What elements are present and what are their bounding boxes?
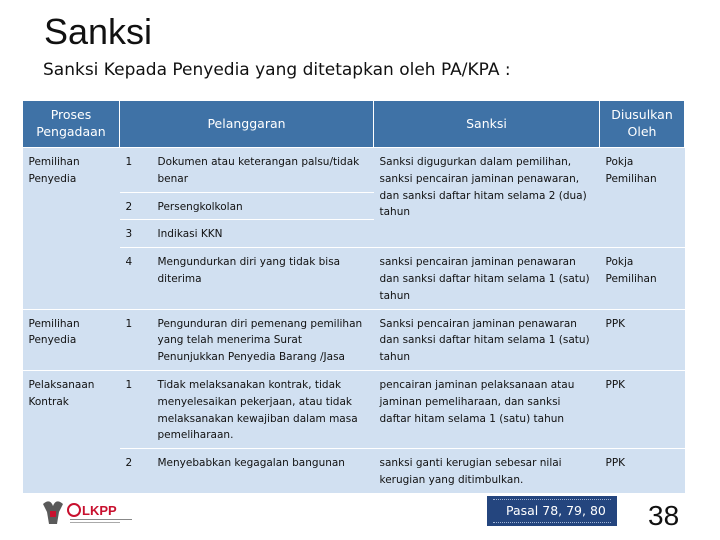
cell-diusulkan: PPK <box>600 449 685 494</box>
cell-proses: Pemilihan Penyedia <box>23 309 120 370</box>
header-proses: Proses Pengadaan <box>23 101 120 148</box>
cell-sanksi: sanksi ganti kerugian sebesar nilai kerugian yang ditimbulkan. <box>374 449 600 494</box>
cell-sanksi: Sanksi digugurkan dalam pemilihan, sanksi pencairan jaminan penawaran, dan sanksi daftar hitam selama 2 (dua) tahun <box>374 148 600 248</box>
cell-pelanggaran: Mengundurkan diri yang tidak bisa diterima <box>152 248 374 309</box>
cell-pelanggaran: Persengkolkolan <box>152 192 374 220</box>
sanksi-table <box>22 100 685 494</box>
table-row <box>23 248 685 309</box>
cell-no: 1 <box>120 148 152 193</box>
table-row <box>23 370 685 448</box>
table-row <box>23 148 685 193</box>
cell-proses: Pemilihan Penyedia <box>23 148 120 310</box>
cell-no: 3 <box>120 220 152 248</box>
cell-pelanggaran: Pengunduran diri pemenang pemilihan yang telah menerima Surat Penunjukkan Penyedia Barang /Jasa <box>152 309 374 370</box>
cell-pelanggaran: Menyebabkan kegagalan bangunan <box>152 449 374 494</box>
pasal-reference-box <box>487 496 617 526</box>
cell-diusulkan: PPK <box>600 309 685 370</box>
cell-no: 1 <box>120 370 152 448</box>
cell-diusulkan: PPK <box>600 370 685 448</box>
cell-no: 1 <box>120 309 152 370</box>
table-row <box>23 449 685 494</box>
slide-subtitle: Sanksi Kepada Penyedia yang ditetapkan oleh PA/KPA : <box>43 60 511 80</box>
table-row <box>23 309 685 370</box>
cell-no: 4 <box>120 248 152 309</box>
cell-proses: Pelaksanaan Kontrak <box>23 370 120 493</box>
cell-sanksi: sanksi pencairan jaminan penawaran dan sanksi daftar hitam selama 1 (satu) tahun <box>374 248 600 309</box>
cell-diusulkan: Pokja Pemilihan <box>600 248 685 309</box>
cell-pelanggaran: Tidak melaksanakan kontrak, tidak menyelesaikan pekerjaan, atau tidak melaksanakan kewajiban dalam masa pemeliharaan. <box>152 370 374 448</box>
pasal-reference: Pasal 78, 79, 80 <box>506 503 606 518</box>
cell-diusulkan: Pokja Pemilihan <box>600 148 685 248</box>
cell-sanksi: Sanksi pencairan jaminan penawaran dan sanksi daftar hitam selama 1 (satu) tahun <box>374 309 600 370</box>
logo-text: LKPP <box>82 503 117 518</box>
header-pelanggaran: Pelanggaran <box>120 101 374 148</box>
slide-title: Sanksi <box>44 11 153 52</box>
header-sanksi: Sanksi <box>374 101 600 148</box>
page-number: 38 <box>648 500 680 531</box>
garuda-emblem-icon <box>40 498 140 528</box>
cell-sanksi: pencairan jaminan pelaksanaan atau jaminan pemeliharaan, dan sanksi daftar hitam selama 1 (satu) tahun <box>374 370 600 448</box>
header-diusulkan: Diusulkan Oleh <box>600 101 685 148</box>
table-header-row <box>23 101 685 148</box>
dotted-line-top <box>493 499 611 500</box>
dotted-line-bottom <box>493 522 611 523</box>
cell-no: 2 <box>120 449 152 494</box>
cell-pelanggaran: Indikasi KKN <box>152 220 374 248</box>
cell-no: 2 <box>120 192 152 220</box>
lkpp-logo <box>40 498 140 528</box>
cell-pelanggaran: Dokumen atau keterangan palsu/tidak benar <box>152 148 374 193</box>
